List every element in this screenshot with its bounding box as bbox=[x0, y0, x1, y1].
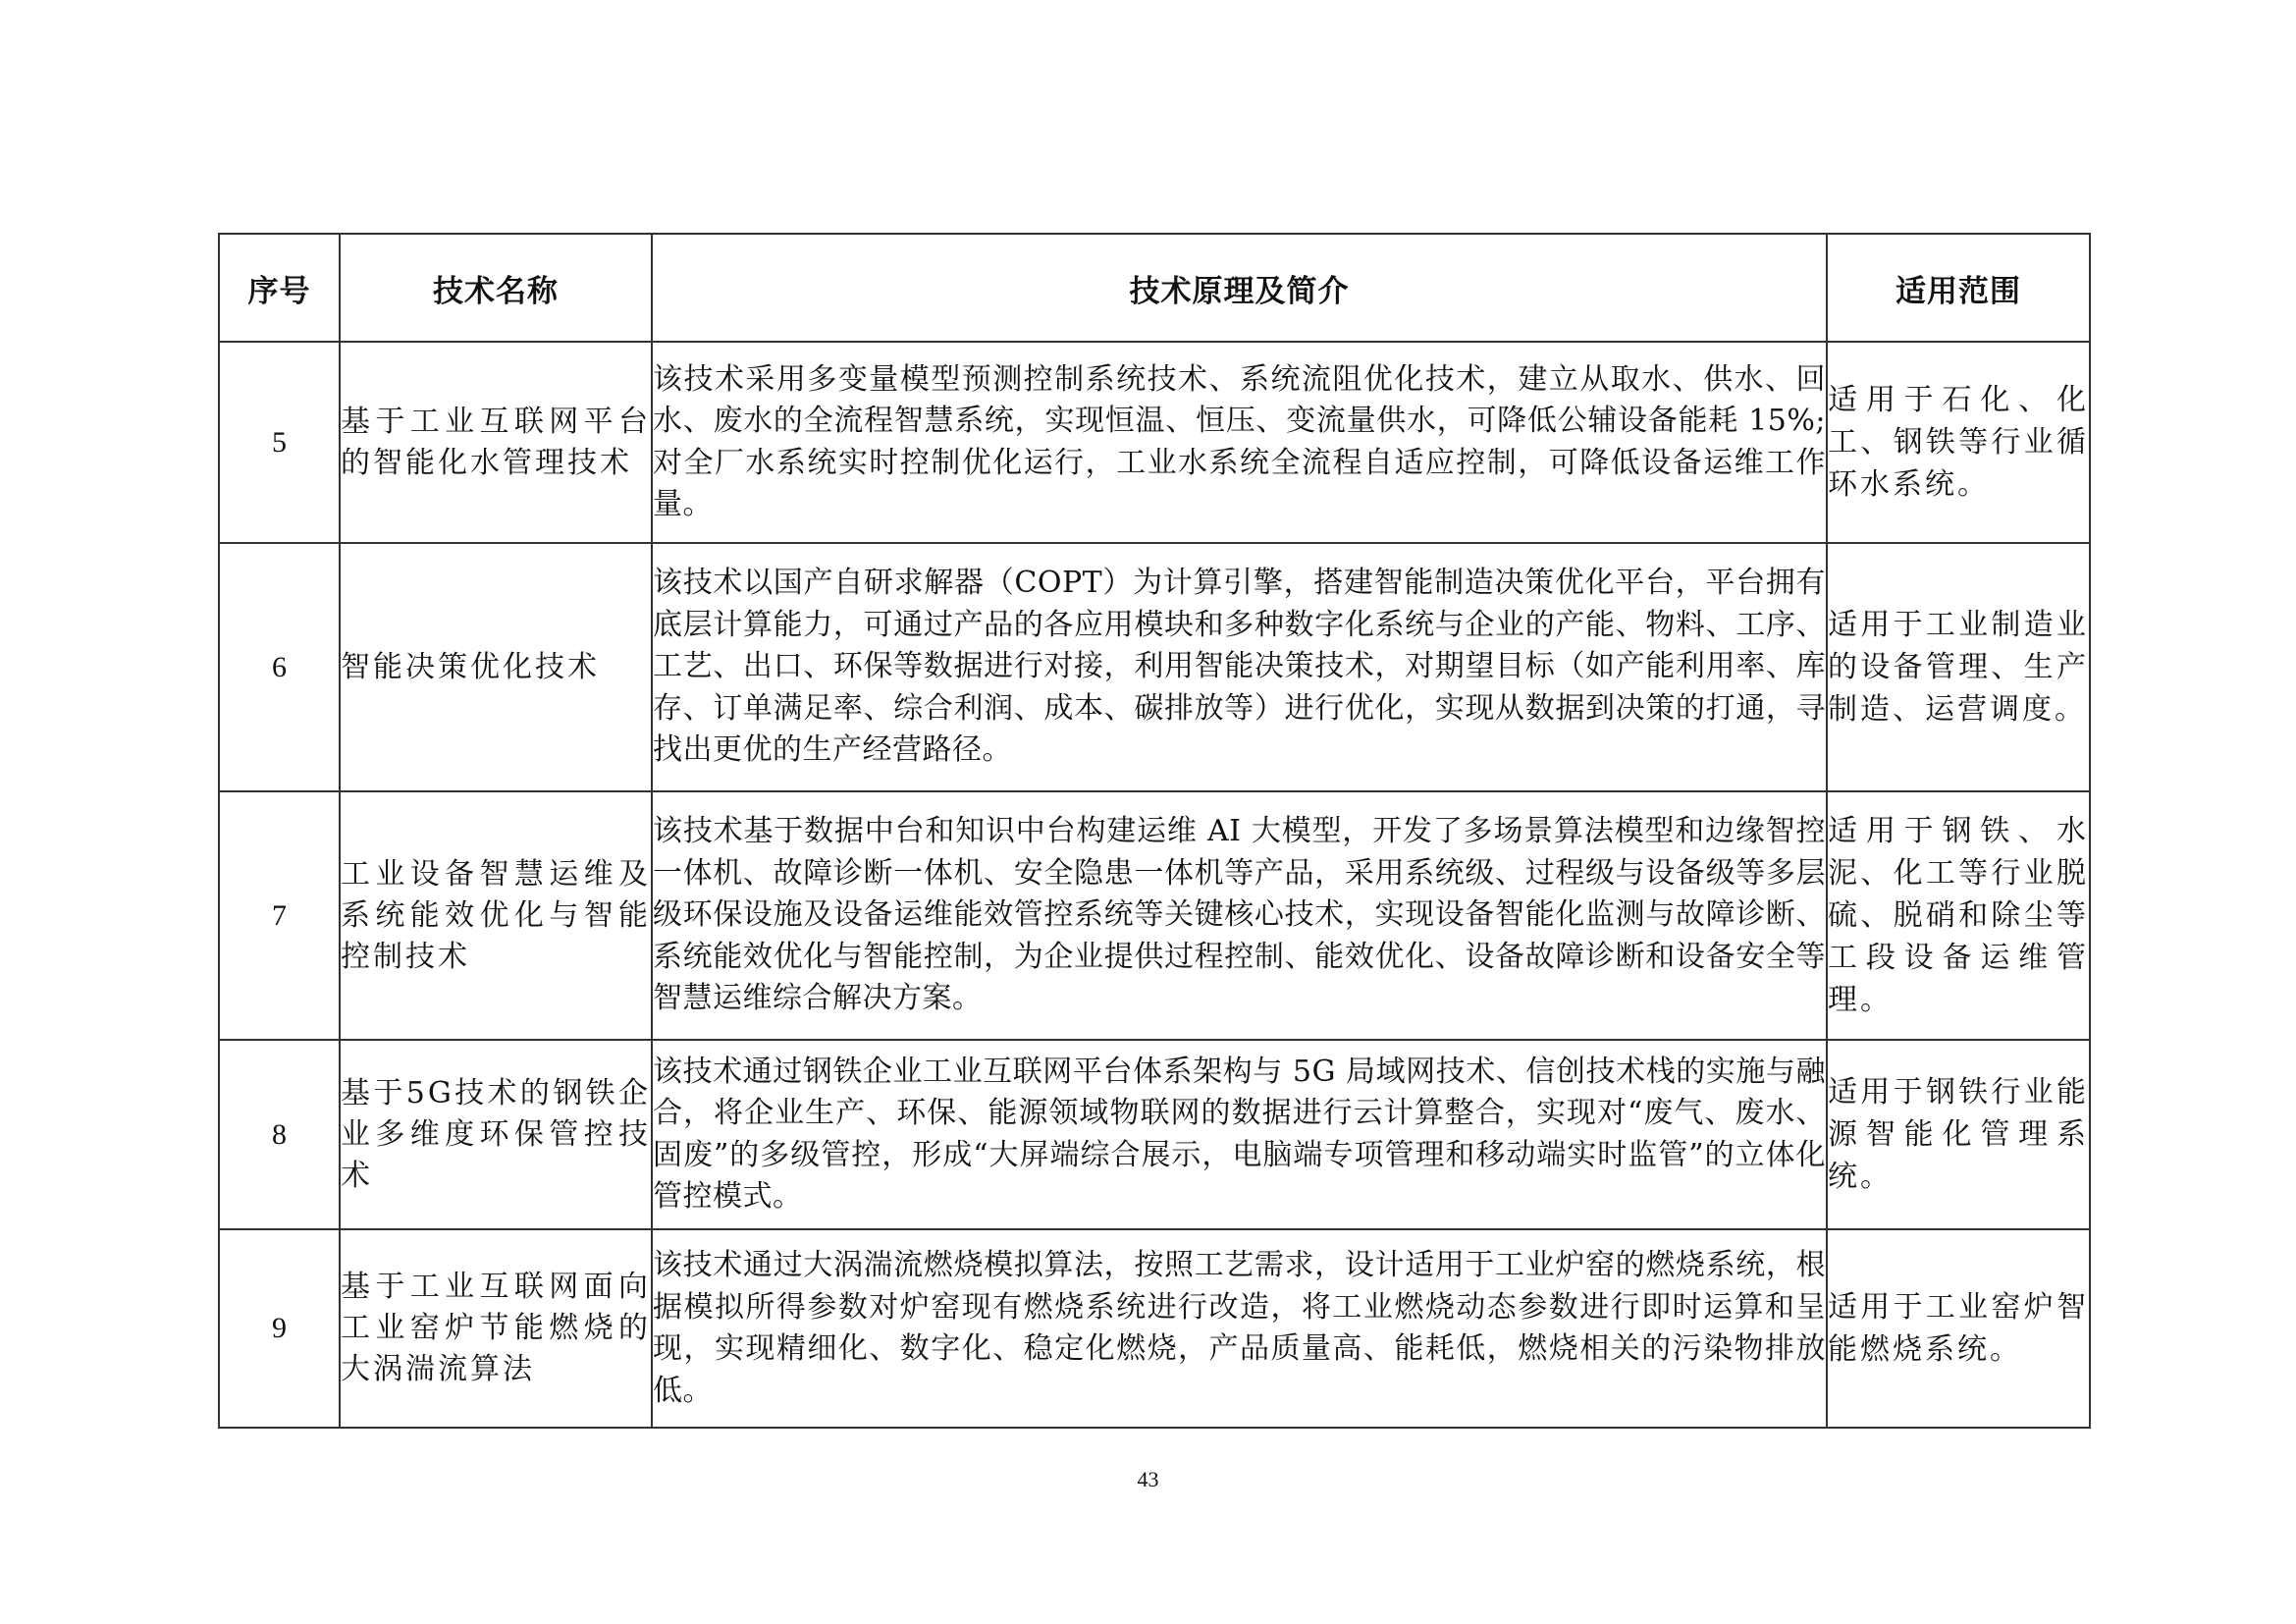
row-index: 7 bbox=[219, 791, 340, 1040]
row-principle: 该技术采用多变量模型预测控制系统技术、系统流阻优化技术，建立从取水、供水、回水、废水的全流程智慧系统，实现恒温、恒压、变流量供水，可降低公辅设备能耗 15%; 对全厂水系统实时控制优化运行，工业水系统全流程自适应控制，可降低设备运维工作量。 bbox=[652, 342, 1827, 543]
row-name: 智能决策优化技术 bbox=[340, 543, 652, 791]
header-scope: 适用范围 bbox=[1827, 234, 2090, 342]
table-row bbox=[219, 1040, 2090, 1229]
row-index: 8 bbox=[219, 1040, 340, 1229]
table-row bbox=[219, 543, 2090, 791]
table-header-row bbox=[219, 234, 2090, 342]
header-name: 技术名称 bbox=[340, 234, 652, 342]
header-principle: 技术原理及简介 bbox=[652, 234, 1827, 342]
row-name: 基于5G技术的钢铁企业多维度环保管控技术 bbox=[340, 1040, 652, 1229]
row-name: 工业设备智慧运维及系统能效优化与智能控制技术 bbox=[340, 791, 652, 1040]
row-index: 5 bbox=[219, 342, 340, 543]
page-number: 43 bbox=[1137, 1467, 1159, 1491]
row-scope: 适用于石化、化工、钢铁等行业循环水系统。 bbox=[1827, 342, 2090, 543]
row-scope: 适用于钢铁行业能源智能化管理系统。 bbox=[1827, 1040, 2090, 1229]
row-principle: 该技术基于数据中台和知识中台构建运维 AI 大模型，开发了多场景算法模型和边缘智控一体机、故障诊断一体机、安全隐患一体机等产品，采用系统级、过程级与设备级等多层级环保设施及设备运维能效管控系统等关键核心技术，实现设备智能化监测与故障诊断、系统能效优化与智能控制，为企业提供过程控制、能效优化、设备故障诊断和设备安全等智慧运维综合解决方案。 bbox=[652, 791, 1827, 1040]
row-principle: 该技术通过大涡湍流燃烧模拟算法，按照工艺需求，设计适用于工业炉窑的燃烧系统，根据模拟所得参数对炉窑现有燃烧系统进行改造，将工业燃烧动态参数进行即时运算和呈现，实现精细化、数字化、稳定化燃烧，产品质量高、能耗低，燃烧相关的污染物排放低。 bbox=[652, 1229, 1827, 1428]
row-scope: 适用于工业窑炉智能燃烧系统。 bbox=[1827, 1229, 2090, 1428]
row-index: 9 bbox=[219, 1229, 340, 1428]
row-scope: 适用于工业制造业的设备管理、生产制造、运营调度。 bbox=[1827, 543, 2090, 791]
row-name: 基于工业互联网平台的智能化水管理技术 bbox=[340, 342, 652, 543]
row-name: 基于工业互联网面向工业窑炉节能燃烧的大涡湍流算法 bbox=[340, 1229, 652, 1428]
row-index: 6 bbox=[219, 543, 340, 791]
row-scope: 适用于钢铁、水泥、化工等行业脱硫、脱硝和除尘等工段设备运维管理。 bbox=[1827, 791, 2090, 1040]
technology-table bbox=[218, 233, 2091, 1429]
table-row bbox=[219, 1229, 2090, 1428]
header-index: 序号 bbox=[219, 234, 340, 342]
row-principle: 该技术通过钢铁企业工业互联网平台体系架构与 5G 局域网技术、信创技术栈的实施与融合，将企业生产、环保、能源领域物联网的数据进行云计算整合，实现对“废气、废水、固废”的多级管控，形成“大屏端综合展示，电脑端专项管理和移动端实时监管”的立体化管控模式。 bbox=[652, 1040, 1827, 1229]
table-row bbox=[219, 342, 2090, 543]
row-principle: 该技术以国产自研求解器（COPT）为计算引擎，搭建智能制造决策优化平台，平台拥有底层计算能力，可通过产品的各应用模块和多种数字化系统与企业的产能、物料、工序、工艺、出口、环保等数据进行对接，利用智能决策技术，对期望目标（如产能利用率、库存、订单满足率、综合利润、成本、碳排放等）进行优化，实现从数据到决策的打通，寻找出更优的生产经营路径。 bbox=[652, 543, 1827, 791]
table-row bbox=[219, 791, 2090, 1040]
